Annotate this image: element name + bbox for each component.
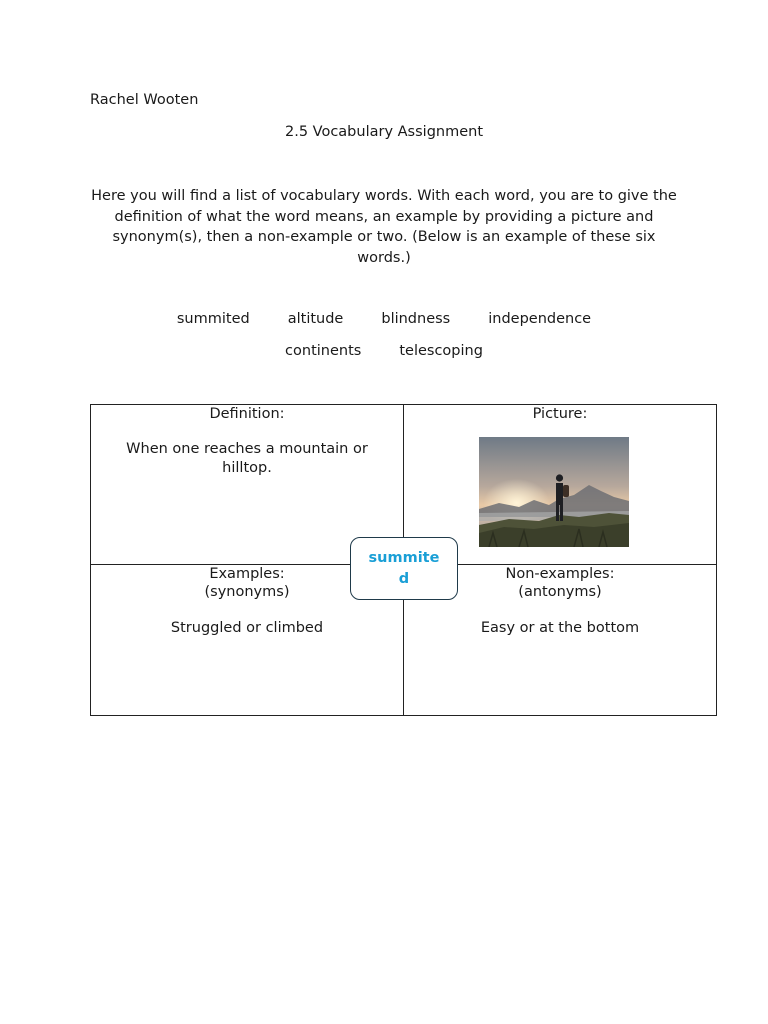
- vocab-word: altitude: [287, 311, 344, 327]
- vocabulary-word-list-row-1: [0, 311, 768, 327]
- center-vocab-word-box: [350, 537, 458, 600]
- non-examples-subheading: (antonyms): [518, 584, 602, 600]
- non-examples-text: Easy or at the bottom: [480, 620, 640, 636]
- picture-heading: Picture:: [532, 406, 588, 422]
- definition-heading: Definition:: [209, 406, 285, 422]
- examples-heading: Examples:: [209, 566, 285, 582]
- vocabulary-word-list-row-2: [0, 343, 768, 359]
- examples-text: Struggled or climbed: [170, 620, 324, 636]
- vocab-word: summited: [176, 311, 250, 327]
- vocab-word: continents: [285, 343, 362, 359]
- definition-text: When one reaches a mountain or hilltop.: [126, 441, 368, 476]
- center-vocab-word: summited: [368, 549, 440, 587]
- vocab-word: telescoping: [399, 343, 483, 359]
- examples-subheading: (synonyms): [204, 584, 290, 600]
- author-name: Rachel Wooten: [90, 92, 199, 108]
- non-examples-heading: Non-examples:: [505, 566, 615, 582]
- instructions-paragraph: Here you will find a list of vocabulary words. With each word, you are to give the definition of what the word means, an example by providing a picture and synonym(s), then a non-example or two. (Below is an example of these six words.): [91, 188, 677, 267]
- vocab-word: blindness: [381, 311, 451, 327]
- hiker-on-hilltop-photo: [479, 437, 629, 547]
- assignment-title: 2.5 Vocabulary Assignment: [284, 124, 484, 140]
- vocab-word: independence: [488, 311, 592, 327]
